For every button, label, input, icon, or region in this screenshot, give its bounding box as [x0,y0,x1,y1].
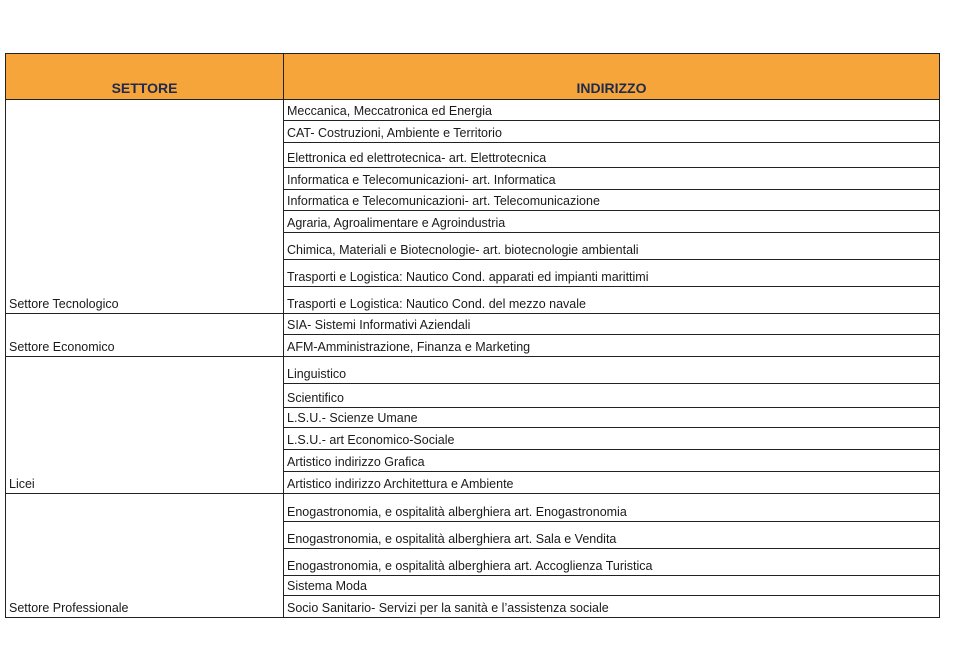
indirizzo-cell: Enogastronomia, e ospitalità alberghiera art. Sala e Vendita [284,522,940,549]
indirizzo-cell: Meccanica, Meccatronica ed Energia [284,100,940,121]
table-body [6,100,940,618]
indirizzo-cell: Trasporti e Logistica: Nautico Cond. del mezzo navale [284,287,940,314]
indirizzo-cell: Sistema Moda [284,576,940,596]
indirizzo-cell: SIA- Sistemi Informativi Aziendali [284,314,940,335]
header-indirizzo: INDIRIZZO [284,54,940,100]
indirizzo-cell: Linguistico [284,357,940,384]
indirizzo-cell: Artistico indirizzo Grafica [284,450,940,472]
table-row [6,100,940,121]
indirizzo-cell: L.S.U.- Scienze Umane [284,408,940,428]
indirizzo-cell: Enogastronomia, e ospitalità alberghiera art. Enogastronomia [284,494,940,522]
indirizzo-cell: Artistico indirizzo Architettura e Ambiente [284,472,940,494]
indirizzo-cell: Trasporti e Logistica: Nautico Cond. apparati ed impianti marittimi [284,260,940,287]
header-row [6,54,940,100]
indirizzo-cell: Elettronica ed elettrotecnica- art. Elettrotecnica [284,143,940,168]
indirizzo-cell: Chimica, Materiali e Biotecnologie- art. biotecnologie ambientali [284,233,940,260]
sector-cell: Licei [6,357,284,494]
indirizzo-cell: Enogastronomia, e ospitalità alberghiera art. Accoglienza Turistica [284,549,940,576]
sector-cell: Settore Tecnologico [6,100,284,314]
indirizzo-cell: Agraria, Agroalimentare e Agroindustria [284,211,940,233]
indirizzo-cell: AFM-Amministrazione, Finanza e Marketing [284,335,940,357]
indirizzo-cell: Informatica e Telecomunicazioni- art. Telecomunicazione [284,190,940,211]
indirizzo-cell: Informatica e Telecomunicazioni- art. Informatica [284,168,940,190]
header-settore: SETTORE [6,54,284,100]
table-row [6,314,940,335]
indirizzo-cell: Socio Sanitario- Servizi per la sanità e l’assistenza sociale [284,596,940,618]
sector-cell: Settore Economico [6,314,284,357]
sector-table [5,53,940,618]
sector-cell: Settore Professionale [6,494,284,618]
table-row [6,494,940,522]
indirizzo-cell: CAT- Costruzioni, Ambiente e Territorio [284,121,940,143]
indirizzo-cell: L.S.U.- art Economico-Sociale [284,428,940,450]
table-row [6,357,940,384]
indirizzo-cell: Scientifico [284,384,940,408]
